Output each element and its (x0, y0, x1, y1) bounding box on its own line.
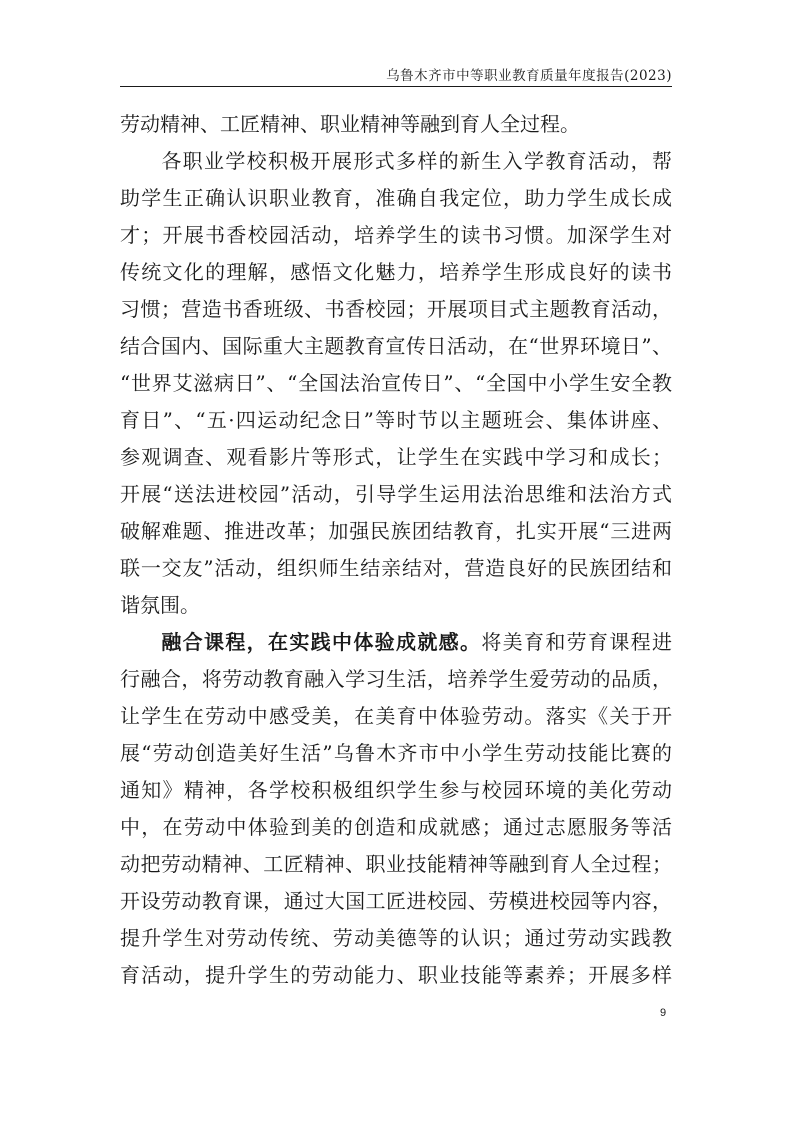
paragraph-2-line-4: 传统文化的理解，感悟文化魅力，培养学生形成良好的读书 (120, 260, 672, 284)
paragraph-2-line-5: 习惯；营造书香班级、书香校园；开展项目式主题教育活动， (120, 297, 672, 321)
paragraph-2-line-7: “世界艾滋病日”、“全国法治宣传日”、“全国中小学生安全教 (120, 371, 672, 395)
paragraph-2-line-13: 谐氛围。 (120, 593, 200, 617)
paragraph-3-line-3: 让学生在劳动中感受美，在美育中体验劳动。落实《关于开 (120, 704, 672, 728)
paragraph-2-line-8: 育日”、“五·四运动纪念日”等时节以主题班会、集体讲座、 (120, 408, 672, 432)
body-text (120, 106, 672, 994)
paragraph-3-line-10: 育活动，提升学生的劳动能力、职业技能等素养；开展多样 (120, 963, 672, 987)
section-lead-heading: 融合课程，在实践中体验成就感。 (160, 630, 482, 654)
paragraph-3-line-8: 开设劳动教育课，通过大国工匠进校园、劳模进校园等内容， (120, 889, 672, 913)
paragraph-2-line-2: 助学生正确认识职业教育，准确自我定位，助力学生成长成 (120, 186, 672, 210)
paragraph-2-line-11: 破解难题、推进改革；加强民族团结教育，扎实开展“三进两 (120, 519, 672, 543)
paragraph-2-line-10: 开展“送法进校园”活动，引导学生运用法治思维和法治方式 (120, 482, 672, 506)
paragraph-2-line-12: 联一交友”活动，组织师生结亲结对，营造良好的民族团结和 (120, 556, 672, 580)
header-divider (120, 86, 672, 87)
paragraph-2-line-1-text: 各职业学校积极开展形式多样的新生入学教育活动，帮 (160, 149, 672, 173)
paragraph-1-line-1: 劳动精神、工匠精神、职业精神等融到育人全过程。 (120, 112, 580, 136)
paragraph-3-line-4: 展“劳动创造美好生活”乌鲁木齐市中小学生劳动技能比赛的 (120, 741, 672, 765)
paragraph-3-line-1-text: 将美育和劳育课程进 (481, 630, 673, 654)
paragraph-2-line-9: 参观调查、观看影片等形式，让学生在实践中学习和成长； (120, 445, 672, 469)
paragraph-3-line-7: 动把劳动精神、工匠精神、职业技能精神等融到育人全过程； (120, 852, 672, 876)
paragraph-2-line-3: 才；开展书香校园活动，培养学生的读书习惯。加深学生对 (120, 223, 672, 247)
paragraph-2-line-6: 结合国内、国际重大主题教育宣传日活动，在“世界环境日”、 (120, 334, 672, 358)
paragraph-3-line-6: 中，在劳动中体验到美的创造和成就感；通过志愿服务等活 (120, 815, 672, 839)
paragraph-3-line-2: 行融合，将劳动教育融入学习生活，培养学生爱劳动的品质， (120, 667, 672, 691)
paragraph-3-line-5: 通知》精神，各学校积极组织学生参与校园环境的美化劳动 (120, 778, 672, 802)
paragraph-2-line-1 (120, 143, 672, 180)
page-header (120, 64, 672, 84)
paragraph-3-line-9: 提升学生对劳动传统、劳动美德等的认识；通过劳动实践教 (120, 926, 672, 950)
paragraph-3-line-1 (120, 624, 672, 661)
page-number: 9 (660, 1007, 667, 1019)
report-title: 乌鲁木齐市中等职业教育质量年度报告(2023) (386, 68, 672, 84)
